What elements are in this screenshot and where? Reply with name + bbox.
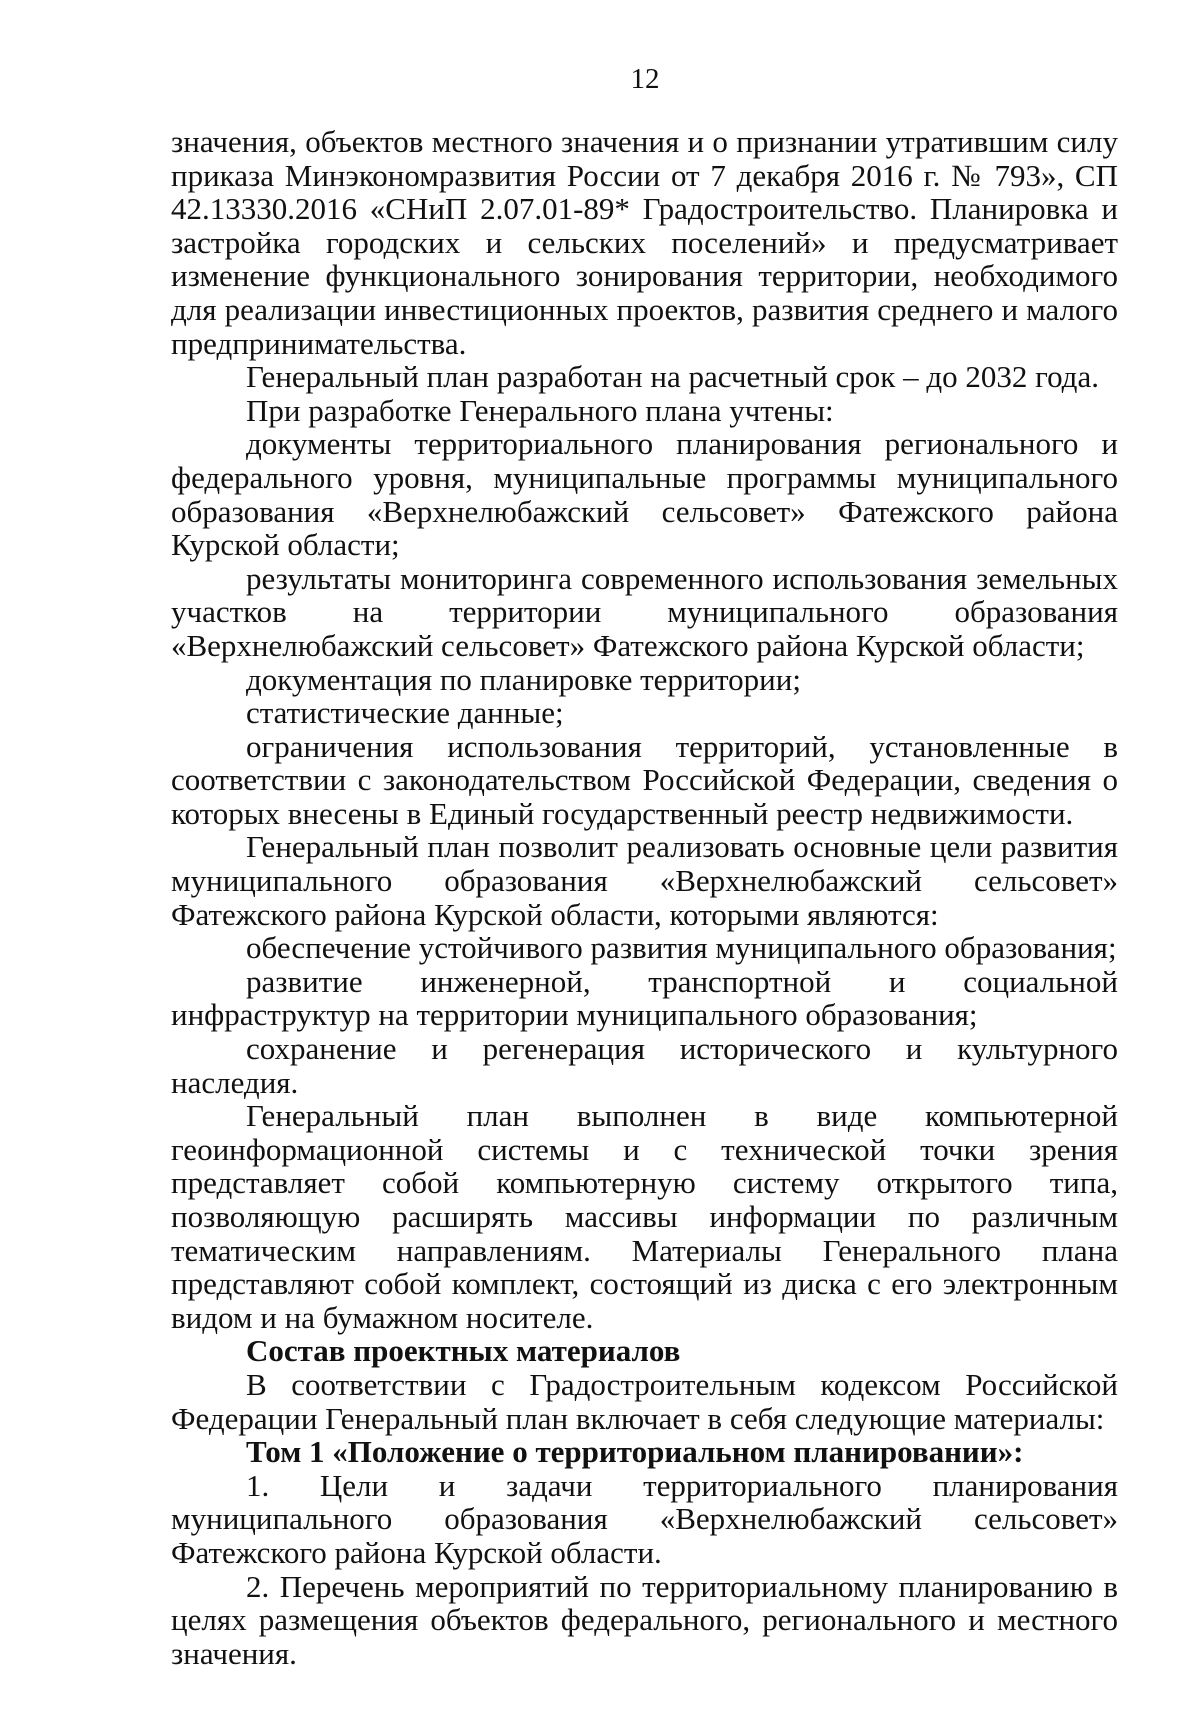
numbered-item-2: 2. Перечень мероприятий по территориальному планированию в целях размещения объектов федерального, регионального и местного значения. bbox=[171, 1568, 1118, 1671]
section-heading-project-materials: Состав проектных материалов bbox=[246, 1333, 681, 1369]
list-item-restrictions: ограничения использования территорий, установленные в соответствии с законодательством Российской Федерации, сведения о которых внесены в Единый государственный реестр недвижимости. bbox=[171, 728, 1118, 831]
list-item-infrastructure: развитие инженерной, транспортной и социальной инфраструктур на территории муниципального образования; bbox=[171, 963, 1118, 1033]
list-item-heritage: сохранение и регенерация исторического и культурного наследия. bbox=[171, 1031, 1118, 1100]
page-number: 12 bbox=[630, 63, 660, 95]
paragraph-continuation: значения, объектов местного значения и о признании утратившим силу приказа Минэкономразвития России от 7 декабря 2016 г. № 793», СП 42.13330.2016 «СНиП 2.07.01-89* Градостроительство. Планировка и застройка городских и сельских поселений» и предусматривает изменение функционального зонирования территории, необходимого для реализации инвестиционных проектов, развития среднего и малого предпринимательства. bbox=[171, 124, 1118, 361]
list-item-statistics: статистические данные; bbox=[246, 695, 564, 731]
document-body bbox=[171, 125, 1118, 1670]
numbered-item-1: 1. Цели и задачи территориального планирования муниципального образования «Верхнелюбажский сельсовет» Фатежского района Курской области. bbox=[171, 1467, 1118, 1570]
list-item-monitoring-results: результаты мониторинга современного использования земельных участков на территории муниципального образования «Верхнелюбажский сельсовет» Фатежского района Курской области; bbox=[171, 560, 1118, 663]
paragraph-materials-intro: В соответствии с Градостроительным кодексом Российской Федерации Генеральный план включает в себя следующие материалы: bbox=[171, 1366, 1118, 1436]
list-item-planning-documents: документы территориального планирования регионального и федерального уровня, муниципальные программы муниципального образования «Верхнелюбажский сельсовет» Фатежского района Курской области; bbox=[171, 426, 1118, 563]
paragraph-gis-format: Генеральный план выполнен в виде компьютерной геоинформационной системы и с технической точки зрения представляет собой компьютерную систему открытого типа, позволяющую расширять массивы информации по различным тематическим направлениям. Материалы Генерального плана представляют собой комплект, состоящий из диска с его электронным видом и на бумажном носителе. bbox=[171, 1098, 1118, 1335]
paragraph-goals-intro: Генеральный план позволит реализовать основные цели развития муниципального образования «Верхнелюбажский сельсовет» Фатежского района Курской области, которыми являются: bbox=[171, 829, 1118, 932]
list-item-territory-documentation: документация по планировке территории; bbox=[246, 661, 801, 697]
list-item-sustainable-development: обеспечение устойчивого развития муниципального образования; bbox=[246, 930, 1117, 966]
paragraph-planning-period: Генеральный план разработан на расчетный срок – до 2032 года. bbox=[246, 359, 1099, 395]
paragraph-considered-intro: При разработке Генерального плана учтены: bbox=[246, 392, 834, 428]
volume-heading: Том 1 «Положение о территориальном планировании»: bbox=[246, 1434, 1024, 1470]
